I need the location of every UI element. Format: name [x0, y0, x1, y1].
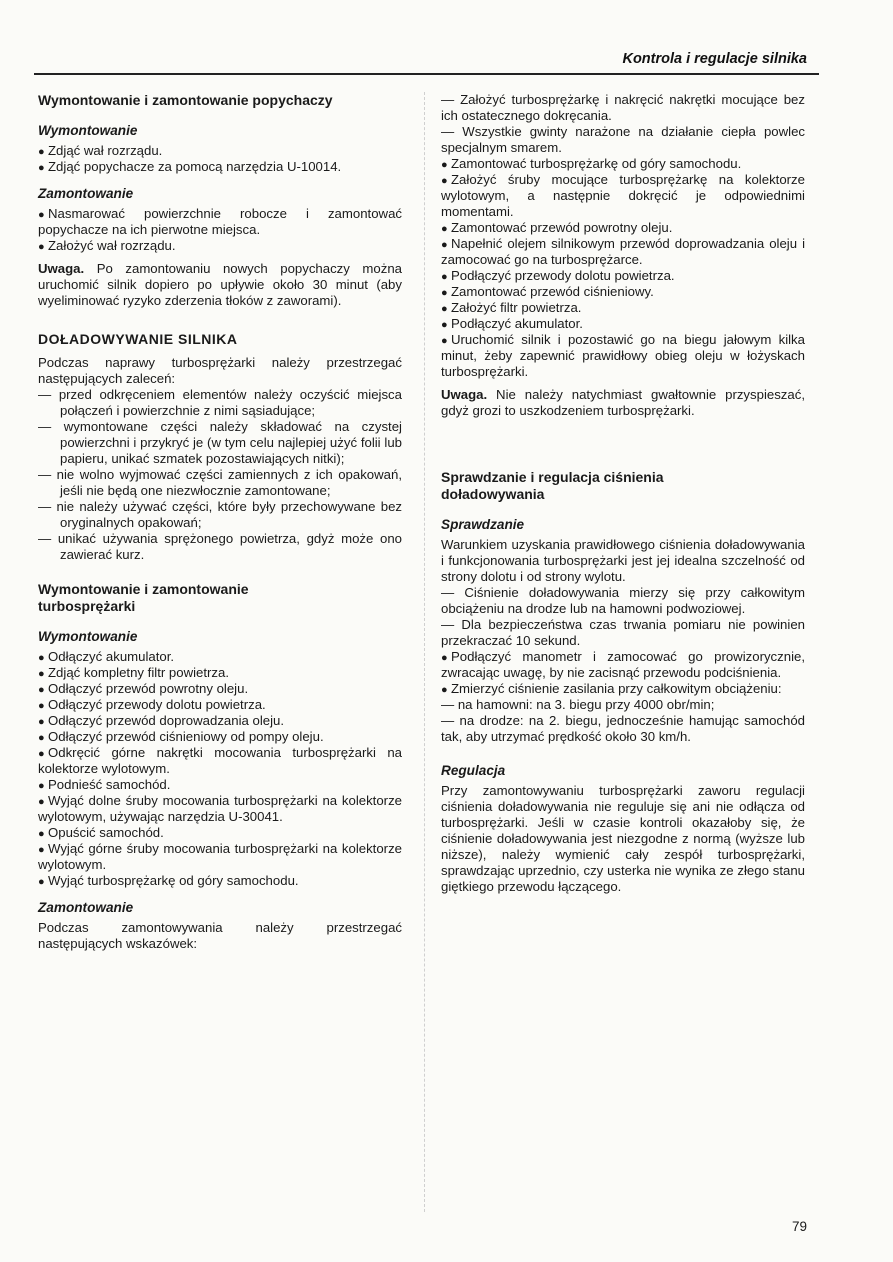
dash-item: — wymontowane części należy składować na czystej powierzchni i przykryć je (w tym celu najlepiej użyć folii lub papieru, unikać szmatek pozostawiających nitki);	[38, 419, 402, 466]
list-item: ●Podłączyć przewody dolotu powietrza.	[441, 268, 805, 284]
note: Uwaga. Po zamontowaniu nowych popychaczy można uruchomić silnik dopiero po upływie około 30 minut (aby wyeliminować ryzyko zderzenia tłoków z zaworami).	[38, 261, 402, 308]
page-number: 79	[791, 1219, 807, 1234]
list-item: ●Napełnić olejem silnikowym przewód doprowadzania oleju i zamocować go na turbosprężarce.	[441, 236, 805, 268]
list-item: ●Uruchomić silnik i pozostawić go na biegu jałowym kilka minut, żeby zapewnić prawidłowy obieg oleju w łożyskach turbosprężarki.	[441, 332, 805, 380]
list-item: ●Odłączyć przewód ciśnieniowy od pompy oleju.	[38, 729, 402, 745]
list-item: ●Założyć wał rozrządu.	[38, 238, 402, 254]
right-column	[441, 92, 805, 895]
section-title-tappets: Wymontowanie i zamontowanie popychaczy	[38, 92, 333, 108]
dash-item: — unikać używania sprężonego powietrza, gdyż może ono zawierać kurz.	[38, 531, 402, 562]
subheading-installation: Zamontowanie	[38, 186, 134, 201]
list-item: ●Odłączyć akumulator.	[38, 649, 402, 665]
dash-item: — nie należy używać części, które były przechowywane bez oryginalnych opakowań;	[38, 499, 402, 530]
list-item: ●Opuścić samochód.	[38, 825, 402, 841]
dash-item: — na drodze: na 2. biegu, jednocześnie hamując samochód tak, aby utrzymać prędkość około 30 km/h.	[441, 713, 805, 744]
list-item: ●Odłączyć przewody dolotu powietrza.	[38, 697, 402, 713]
list-item: ●Założyć śruby mocujące turbosprężarkę na kolektorze wylotowym, a następnie dokręcić je odpowiednimi momentami.	[441, 172, 805, 220]
list-item: ●Odłączyć przewód powrotny oleju.	[38, 681, 402, 697]
list-item: ●Zamontować turbosprężarkę od góry samochodu.	[441, 156, 805, 172]
list-item: ●Odłączyć przewód doprowadzania oleju.	[38, 713, 402, 729]
list-item: ●Zdjąć kompletny filtr powietrza.	[38, 665, 402, 681]
dash-item: — Dla bezpieczeństwa czas trwania pomiaru nie powinien przekraczać 10 sekund.	[441, 617, 805, 648]
list-item: ●Podnieść samochód.	[38, 777, 402, 793]
list-item: ●Zamontować przewód ciśnieniowy.	[441, 284, 805, 300]
header-rule	[34, 73, 819, 75]
subheading-removal: Wymontowanie	[38, 629, 138, 644]
list-item: ●Wyjąć dolne śruby mocowania turbosprężarki na kolektorze wylotowym, używając narzędzia U-30041.	[38, 793, 402, 825]
list-item: ●Nasmarować powierzchnie robocze i zamontować popychacze na ich pierwotne miejsca.	[38, 206, 402, 238]
dash-item: — Założyć turbosprężarkę i nakręcić nakrętki mocujące bez ich ostatecznego dokręcania.	[441, 92, 805, 123]
subheading-removal: Wymontowanie	[38, 123, 138, 138]
list-item: ●Zdjąć wał rozrządu.	[38, 143, 402, 159]
dash-item: — przed odkręceniem elementów należy oczyścić miejsca połączeń i powierzchnie z nimi sąsiadujące;	[38, 387, 402, 418]
subheading-installation: Zamontowanie	[38, 900, 134, 915]
list-item: ●Odkręcić górne nakrętki mocowania turbosprężarki na kolektorze wylotowym.	[38, 745, 402, 777]
paragraph: Podczas naprawy turbosprężarki należy przestrzegać następujących zaleceń:	[38, 355, 402, 386]
list-item: ●Założyć filtr powietrza.	[441, 300, 805, 316]
list-item: ●Zdjąć popychacze za pomocą narzędzia U-10014.	[38, 159, 402, 175]
list-item: ●Zmierzyć ciśnienie zasilania przy całkowitym obciążeniu:	[441, 681, 805, 697]
list-item: ●Zamontować przewód powrotny oleju.	[441, 220, 805, 236]
list-item: ●Podłączyć manometr i zamocować go prowizorycznie, zwracając uwagę, by nie zacisnąć przewodu podciśnienia.	[441, 649, 805, 681]
dash-item: — Wszystkie gwinty narażone na działanie ciepła powlec specjalnym smarem.	[441, 124, 805, 155]
subheading-checking: Sprawdzanie	[441, 517, 525, 532]
column-divider	[424, 92, 425, 1212]
left-column	[38, 92, 402, 952]
list-item: ●Wyjąć górne śruby mocowania turbosprężarki na kolektorze wylotowym.	[38, 841, 402, 873]
section-title-pressure: Sprawdzanie i regulacja ciśnienia doładowywania	[441, 469, 664, 502]
dash-item: — na hamowni: na 3. biegu przy 4000 obr/min;	[441, 697, 715, 712]
dash-item: — nie wolno wyjmować części zamiennych z ich opakowań, jeśli nie będą one niezwłocznie zamontowane;	[38, 467, 402, 498]
paragraph: Przy zamontowywaniu turbosprężarki zaworu regulacji ciśnienia doładowywania nie reguluje się ani nie odłącza od turbosprężarki. Jeśli w czasie kontroli okazałoby się, że ciśnienie doładowywania jest niezgodne z normą (wyższe lub niższe), należy wymienić cały zespół turbosprężarki, sprawdzając uprzednio, czy usterka nie wynika ze złego stanu giętkiego przewodu łączącego.	[441, 783, 805, 894]
running-header: Kontrola i regulacje silnika	[622, 51, 807, 67]
paragraph: Warunkiem uzyskania prawidłowego ciśnienia doładowywania i funkcjonowania turbosprężarki jest jej idealna szczelność od strony dolotu i od strony wylotu.	[441, 537, 805, 584]
note: Uwaga. Nie należy natychmiast gwałtownie przyspieszać, gdyż grozi to uszkodzeniem turbosprężarki.	[441, 387, 805, 418]
subheading-adjustment: Regulacja	[441, 763, 506, 778]
section-title-turbo: Wymontowanie i zamontowanie turbosprężarki	[38, 581, 249, 614]
list-item: ●Wyjąć turbosprężarkę od góry samochodu.	[38, 873, 402, 889]
list-item: ●Podłączyć akumulator.	[441, 316, 805, 332]
paragraph: Podczas zamontowywania należy przestrzegać następujących wskazówek:	[38, 920, 402, 951]
section-title-supercharging: DOŁADOWYWANIE SILNIKA	[38, 331, 238, 347]
dash-item: — Ciśnienie doładowywania mierzy się przy całkowitym obciążeniu na drodze lub na hamowni podwoziowej.	[441, 585, 805, 616]
